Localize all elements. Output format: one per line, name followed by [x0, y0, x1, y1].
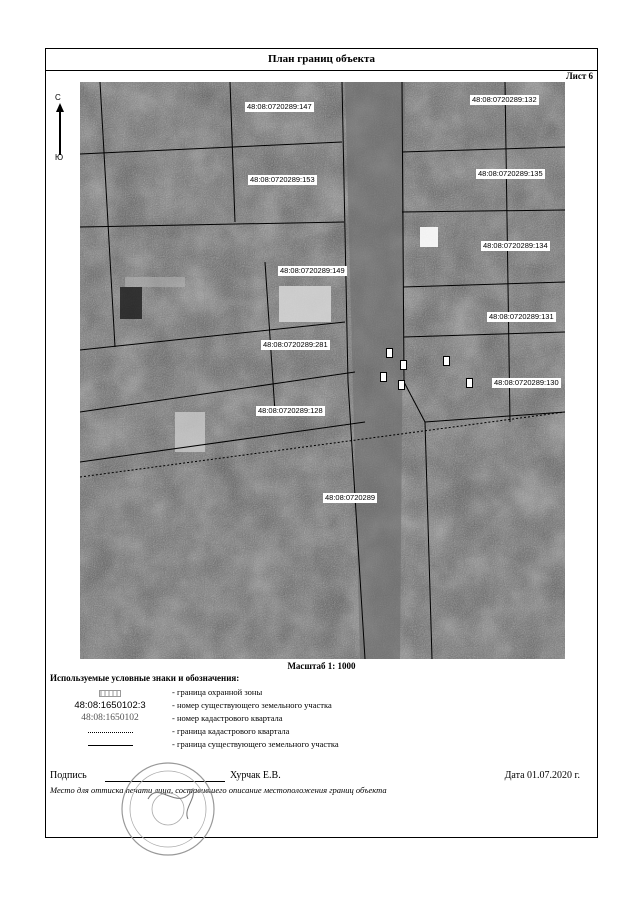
- plot-label-281: 48:08:0720289:281: [263, 340, 328, 349]
- plot-label-131: 48:08:0720289:131: [489, 312, 554, 321]
- legend-item-text: - граница охранной зоны: [172, 687, 263, 697]
- plot-label-128: 48:08:0720289:128: [258, 406, 323, 415]
- plot-label-153: 48:08:0720289:153: [250, 175, 315, 184]
- point-marker: [380, 372, 387, 382]
- legend-item: [50, 738, 590, 751]
- legend-item: [50, 712, 590, 725]
- legend-heading: Используемые условные знаки и обозначения:: [50, 673, 240, 683]
- signature-label: Подпись: [50, 770, 87, 781]
- point-marker: [386, 348, 393, 358]
- legend-item-text: - номер кадастрового квартала: [172, 713, 283, 723]
- plot-label-135: 48:08:0720289:135: [478, 169, 543, 178]
- legend-item-text: - граница кадастрового квартала: [172, 726, 290, 736]
- legend-item: [50, 725, 590, 738]
- aerial-map: [80, 82, 565, 659]
- plot-label-134: 48:08:0720289:134: [483, 241, 548, 250]
- legend-item: [50, 686, 590, 699]
- signature-date: Дата 01.07.2020 г.: [504, 770, 580, 781]
- legend-plot-number-symbol: 48:08:1650102:3: [74, 700, 146, 711]
- plot-label-147: 48:08:0720289:147: [247, 102, 312, 111]
- plot-label-132: 48:08:0720289:132: [472, 95, 537, 104]
- legend-item-text: - номер существующего земельного участка: [172, 700, 332, 710]
- point-marker: [443, 356, 450, 366]
- stamp-seal-icon: [118, 759, 218, 859]
- stamp-note: Место для оттиска печати лица, составившего описание местоположения границ объекта: [50, 785, 387, 795]
- quarter-label: 48:08:0720289: [325, 493, 376, 502]
- legend-item-text: - граница существующего земельного участка: [172, 739, 339, 749]
- point-marker: [400, 360, 407, 370]
- point-marker: [398, 380, 405, 390]
- plot-boundary-symbol-icon: [88, 745, 133, 746]
- signer-name: Хурчак Е.В.: [230, 770, 281, 781]
- page-title: План границ объекта: [46, 49, 597, 71]
- legend-quarter-number-symbol: 48:08:1650102: [81, 713, 139, 723]
- plot-label-149: 48:08:0720289:149: [280, 266, 345, 275]
- protection-zone-symbol-icon: [99, 690, 121, 697]
- plan-sheet: [45, 48, 598, 838]
- compass-north-label: С: [55, 93, 61, 102]
- legend: [50, 686, 590, 751]
- legend-item: [50, 699, 590, 712]
- point-marker: [466, 378, 473, 388]
- map-scale: Масштаб 1: 1000: [287, 661, 356, 671]
- sheet-number: Лист 6: [565, 71, 593, 81]
- compass-south-label: Ю: [55, 153, 64, 162]
- compass: [51, 93, 73, 173]
- quarter-boundary-symbol-icon: [88, 732, 133, 733]
- plot-label-130: 48:08:0720289:130: [494, 378, 559, 387]
